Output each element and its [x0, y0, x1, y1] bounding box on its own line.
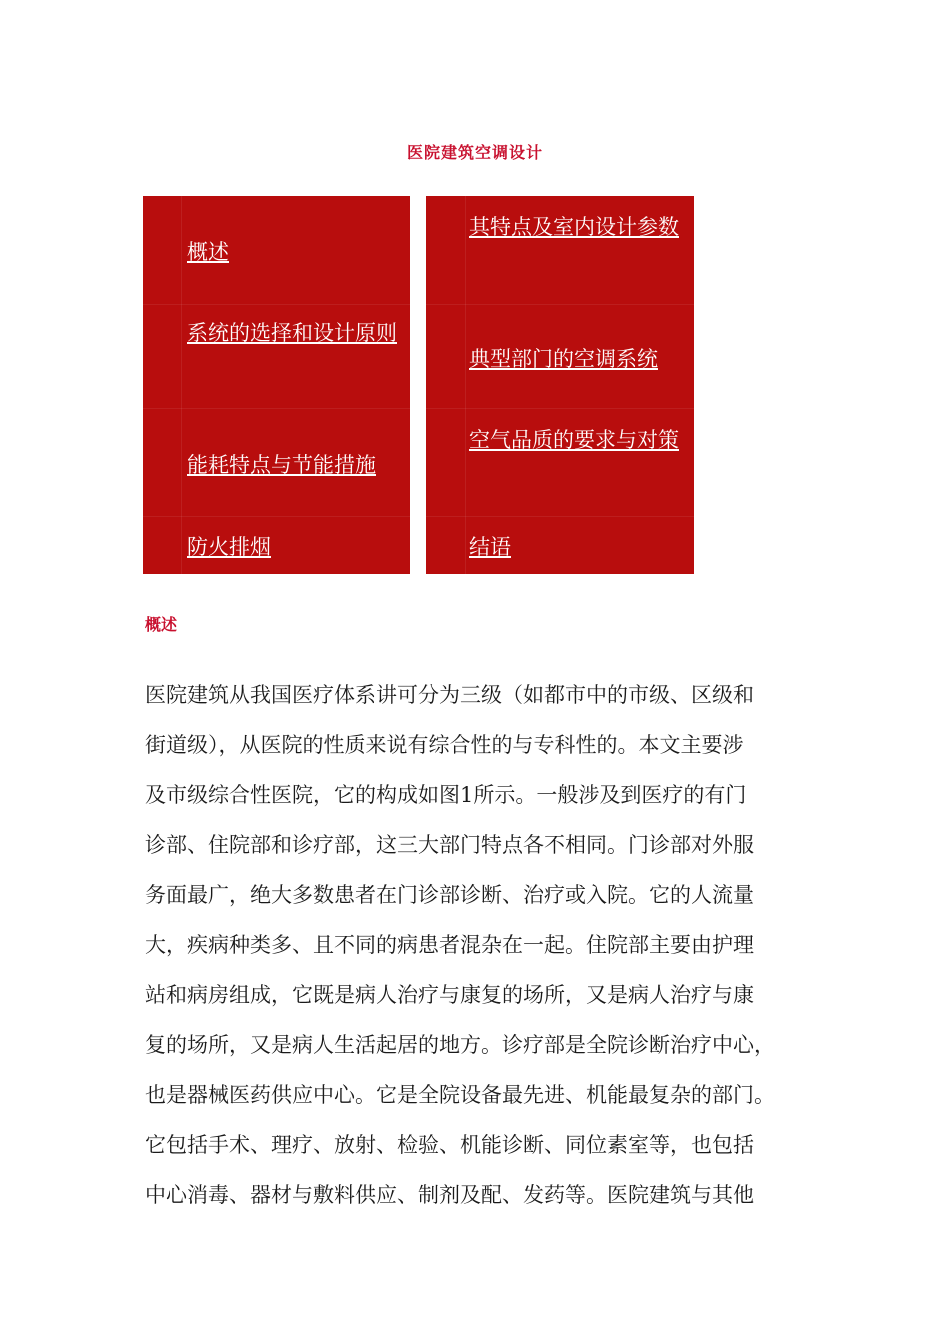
toc-link-conclusion[interactable]: 结语 [469, 535, 511, 559]
toc-link-energy-saving[interactable]: 能耗特点与节能措施 [187, 453, 376, 477]
paragraph-line: 大，疾病种类多、且不同的病患者混杂在一起。住院部主要由护理 [145, 933, 754, 957]
body-paragraph [145, 670, 805, 1220]
paragraph-line: 及市级综合性医院，它的构成如图1所示。一般涉及到医疗的有门 [145, 783, 747, 807]
document-title: 医院建筑空调设计 [406, 143, 543, 162]
section-heading-overview: 概述 [145, 615, 178, 634]
toc-link-air-quality[interactable]: 空气品质的要求与对策 [469, 428, 679, 452]
paragraph-line: 街道级），从医院的性质来说有综合性的与专科性的。本文主要涉 [145, 733, 744, 757]
toc-left-column [143, 196, 410, 574]
toc-divider [143, 516, 410, 517]
toc-link-typical-department[interactable]: 典型部门的空调系统 [469, 347, 658, 371]
toc-right-gutter [465, 196, 466, 574]
paragraph-line: 复的场所，又是病人生活起居的地方。诊疗部是全院诊断治疗中心， [145, 1033, 775, 1057]
paragraph-line: 它包括手术、理疗、放射、检验、机能诊断、同位素室等，也包括 [145, 1133, 754, 1157]
toc-right-column [426, 196, 694, 574]
toc-link-indoor-parameters[interactable]: 其特点及室内设计参数 [469, 215, 679, 239]
toc-divider [426, 516, 694, 517]
paragraph-line: 务面最广，绝大多数患者在门诊部诊断、治疗或入院。它的人流量 [145, 883, 754, 907]
toc-divider [426, 408, 694, 409]
toc-link-fire-smoke[interactable]: 防火排烟 [187, 535, 271, 559]
toc-left-gutter [181, 196, 182, 574]
toc-divider [426, 304, 694, 305]
paragraph-line: 中心消毒、器材与敷料供应、制剂及配、发药等。医院建筑与其他 [145, 1183, 754, 1207]
toc-link-system-selection[interactable]: 系统的选择和设计原则 [187, 321, 397, 345]
paragraph-line: 诊部、住院部和诊疗部，这三大部门特点各不相同。门诊部对外服 [145, 833, 754, 857]
toc-divider [143, 408, 410, 409]
toc-link-overview[interactable]: 概述 [187, 240, 229, 264]
toc-divider [143, 304, 410, 305]
paragraph-line: 也是器械医药供应中心。它是全院设备最先进、机能最复杂的部门。 [145, 1083, 775, 1107]
paragraph-line: 医院建筑从我国医疗体系讲可分为三级（如都市中的市级、区级和 [145, 683, 754, 707]
paragraph-line: 站和病房组成，它既是病人治疗与康复的场所，又是病人治疗与康 [145, 983, 754, 1007]
